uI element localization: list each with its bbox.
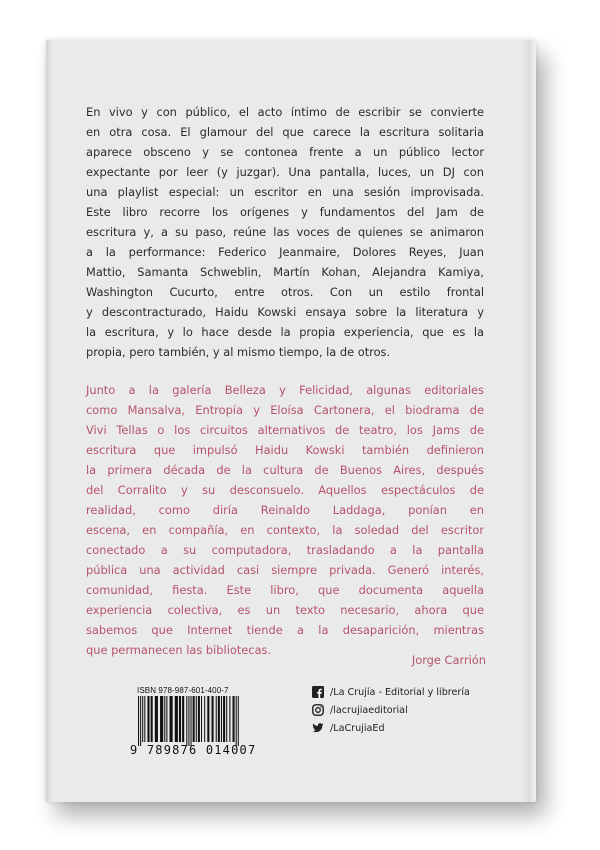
text-line: que permanecen las bibliotecas. xyxy=(86,643,272,657)
barcode-bar xyxy=(233,696,235,742)
text-line: escritura que impulsó Haidu Kowski también definieron xyxy=(86,443,484,457)
synopsis-paragraph xyxy=(86,102,484,362)
text-line: escritura y, a su paso, reúne las voces de quienes se animaron xyxy=(86,225,484,239)
barcode-bar xyxy=(164,696,165,742)
barcode-bar xyxy=(226,696,227,742)
text-line: pública una actividad casi siempre privada. Generó interés, xyxy=(86,563,484,577)
text-line: escena, en compañía, en contexto, la soledad del escritor xyxy=(86,523,484,537)
text-line: propia, pero también, y al mismo tiempo, la de otros. xyxy=(86,345,391,359)
barcode xyxy=(134,696,296,746)
social-instagram[interactable] xyxy=(312,701,470,719)
text-line: en otra cosa. El glamour del que carece la escritura solitaria xyxy=(86,125,484,139)
text-line: experiencia colectiva, es un texto necesario, ahora que xyxy=(86,603,484,617)
barcode-bar xyxy=(166,696,167,742)
twitter-icon xyxy=(312,722,324,734)
text-line: realidad, como diría Reinaldo Laddaga, ponían en xyxy=(86,503,484,517)
text-line: una playlist especial: un escritor en una sesión improvisada. xyxy=(86,185,484,199)
isbn-label: ISBN 978-987-601-400-7 xyxy=(137,686,229,695)
text-line: del Corralito y su desconsuelo. Aquellos espectáculos de xyxy=(86,483,484,497)
barcode-bar xyxy=(140,696,141,746)
barcode-bar xyxy=(186,696,187,746)
barcode-bar xyxy=(179,696,181,742)
instagram-icon xyxy=(312,704,324,716)
cover-left-edge xyxy=(46,40,52,802)
text-line: En vivo y con público, el acto íntimo de escribir se convierte xyxy=(86,105,484,119)
text-line: Junto a la galería Belleza y Felicidad, algunas editoriales xyxy=(86,383,484,397)
barcode-bar xyxy=(236,696,237,746)
barcode-bar xyxy=(142,696,143,742)
facebook-icon xyxy=(312,686,324,698)
barcode-bar xyxy=(216,696,217,742)
social-twitter[interactable] xyxy=(312,719,470,737)
social-links xyxy=(312,683,470,737)
text-line: Vivi Tellas o los circuitos alternativos de teatro, los Jams de xyxy=(86,423,484,437)
barcode-digits: 9 789876 014007 xyxy=(130,743,257,757)
text-line: expectante por leer (y juzgar). Una pantalla, luces, un DJ con xyxy=(86,165,484,179)
barcode-bar xyxy=(188,696,189,746)
barcode-bar xyxy=(196,696,197,742)
barcode-bar xyxy=(147,696,149,742)
barcode-bar xyxy=(201,696,202,742)
barcode-bar xyxy=(191,696,192,746)
social-instagram-label: /lacrujiaeditorial xyxy=(330,704,408,716)
social-twitter-label: /LaCrujiaEd xyxy=(330,722,385,734)
text-line: a la performance: Federico Jeanmaire, Dolores Reyes, Juan xyxy=(86,245,484,259)
barcode-bar xyxy=(151,696,153,742)
barcode-bar xyxy=(160,696,163,742)
text-line: Mattio, Samanta Schweblin, Martín Kohan, Alejandra Kamiya, xyxy=(86,265,484,279)
barcode-bar xyxy=(182,696,184,742)
barcode-bar xyxy=(223,696,225,742)
barcode-bar xyxy=(229,696,230,742)
barcode-bar xyxy=(212,696,214,742)
barcode-bar xyxy=(138,696,139,746)
blurb-author: Jorge Carrión xyxy=(411,653,486,667)
barcode-bar xyxy=(221,696,222,742)
text-line: la escritura, y lo hace desde la propia experiencia, que es la xyxy=(86,325,484,339)
text-line: y descontracturado, Haidu Kowski ensaya sobre la literatura y xyxy=(86,305,484,319)
blurb-paragraph xyxy=(86,380,484,660)
text-line: sabemos que Internet tiende a la desaparición, mientras xyxy=(86,623,484,637)
social-facebook[interactable] xyxy=(312,683,470,701)
text-line: Este libro recorre los orígenes y fundamentos del Jam de xyxy=(86,205,484,219)
barcode-bar xyxy=(198,696,200,742)
barcode-bar xyxy=(155,696,158,742)
barcode-bar xyxy=(204,696,205,742)
text-line: la primera década de la cultura de Buenos Aires, después xyxy=(86,463,484,477)
barcode-bar xyxy=(193,696,195,742)
barcode-bar xyxy=(238,696,239,746)
barcode-bar xyxy=(218,696,220,742)
barcode-bar xyxy=(144,696,145,742)
barcode-bar xyxy=(207,696,209,742)
text-line: conectado a su computadora, trasladando a la pantalla xyxy=(86,543,484,557)
text-line: comunidad, fiesta. Este libro, que documenta aquella xyxy=(86,583,484,597)
barcode-bar xyxy=(175,696,178,742)
text-line: como Mansalva, Entropía y Eloísa Cartonera, el biodrama de xyxy=(86,403,484,417)
barcode-bar xyxy=(170,696,173,742)
text-line: Washington Cucurto, entre otros. Con un estilo frontal xyxy=(86,285,484,299)
social-facebook-label: /La Crujía - Editorial y librería xyxy=(330,686,470,698)
text-line: aparece obsceno y se contonea frente a un público lector xyxy=(86,145,484,159)
cover-spine-edge xyxy=(522,40,536,802)
